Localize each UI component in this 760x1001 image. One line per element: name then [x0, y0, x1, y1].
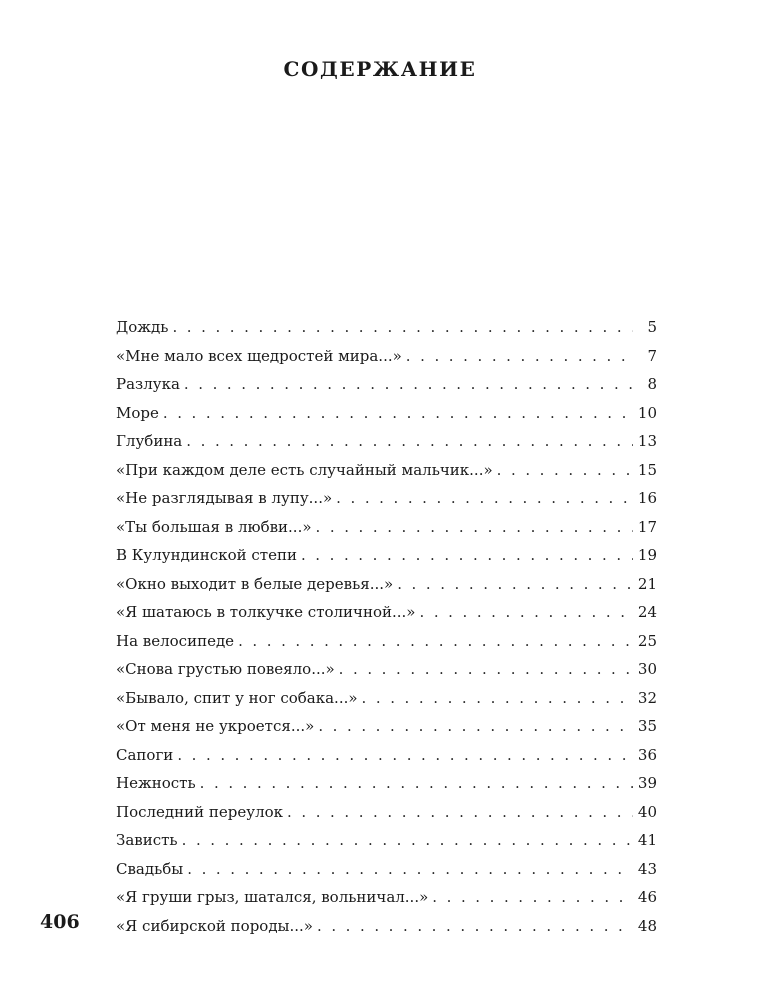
- toc-entry-page: 8: [647, 375, 657, 393]
- page-title: СОДЕРЖАНИЕ: [283, 57, 477, 82]
- toc-entry-title: Море: [116, 403, 159, 422]
- toc-entry-page: 16: [637, 489, 657, 507]
- dot-leader: [177, 741, 633, 770]
- toc-entry-page: 10: [637, 403, 657, 422]
- toc-entry-page: 40: [637, 802, 657, 821]
- toc-entry: [116, 741, 657, 770]
- toc-entry: [116, 399, 657, 428]
- toc-entry: [116, 427, 657, 456]
- toc-entry-page: 32: [637, 688, 657, 707]
- toc-entry-page: 46: [637, 888, 657, 906]
- dot-leader: [336, 484, 633, 513]
- dot-leader: [238, 627, 633, 656]
- toc-entry-page: 36: [637, 745, 657, 764]
- toc-entry: [116, 655, 657, 684]
- toc-entry-page: 7: [647, 346, 657, 365]
- toc-entry: [116, 370, 657, 399]
- toc-entry: [116, 342, 657, 371]
- toc-entry-page: 13: [637, 432, 657, 450]
- toc-entry-page: 17: [637, 517, 657, 536]
- toc-entry-title: Дождь: [116, 318, 169, 336]
- dot-leader: [163, 399, 633, 428]
- toc-entry-title: «Я груши грыз, шатался, вольничал...»: [116, 888, 429, 906]
- toc-entry: [116, 798, 657, 827]
- toc-entry-title: «Бывало, спит у ног собака...»: [116, 688, 358, 707]
- dot-leader: [316, 513, 633, 542]
- toc-entry-title: Зависть: [116, 831, 178, 849]
- toc-entry-page: 43: [637, 859, 657, 878]
- toc-entry-title: «Снова грустью повеяло...»: [116, 660, 335, 678]
- toc-entry: [116, 912, 657, 941]
- toc-entry-page: 15: [637, 460, 657, 479]
- toc-entry: [116, 570, 657, 599]
- toc-entry-page: 48: [637, 916, 657, 935]
- dot-leader: [287, 798, 633, 827]
- toc-entry: [116, 484, 657, 513]
- toc-entry-page: 35: [637, 717, 657, 735]
- toc-entry-title: Разлука: [116, 375, 180, 393]
- dot-leader: [172, 313, 633, 342]
- toc-entry: [116, 598, 657, 627]
- toc-entry-page: 39: [637, 774, 657, 792]
- toc-entry-page: 30: [637, 660, 657, 678]
- dot-leader: [200, 769, 633, 798]
- toc-entry: [116, 883, 657, 912]
- toc-entry: [116, 513, 657, 542]
- dot-leader: [339, 655, 633, 684]
- toc-entry-page: 25: [637, 631, 657, 650]
- page-number: 406: [40, 911, 80, 933]
- toc-entry-title: «Не разглядывая в лупу...»: [116, 489, 333, 507]
- toc-entry-title: «От меня не укроется...»: [116, 717, 315, 735]
- toc-entry-title: На велосипеде: [116, 631, 235, 650]
- dot-leader: [497, 456, 633, 485]
- toc-entry-title: Свадьбы: [116, 859, 184, 878]
- dot-leader: [397, 570, 633, 599]
- toc-entry-page: 24: [637, 603, 657, 621]
- toc-entry-page: 5: [647, 318, 657, 336]
- toc-entry-title: Сапоги: [116, 745, 174, 764]
- toc-entry: [116, 684, 657, 713]
- toc-entry-title: «Мне мало всех щедростей мира...»: [116, 346, 402, 365]
- toc-entry: [116, 541, 657, 570]
- dot-leader: [419, 598, 633, 627]
- dot-leader: [182, 826, 633, 855]
- toc-entry-page: 21: [637, 574, 657, 593]
- dot-leader: [301, 541, 633, 570]
- dot-leader: [406, 342, 633, 371]
- toc-entry: [116, 855, 657, 884]
- toc-entry: [116, 456, 657, 485]
- toc-entry: [116, 712, 657, 741]
- dot-leader: [317, 912, 633, 941]
- dot-leader: [186, 427, 633, 456]
- toc-entry-title: Нежность: [116, 774, 196, 792]
- dot-leader: [432, 883, 633, 912]
- toc-entry-page: 41: [637, 831, 657, 849]
- toc-entry: [116, 627, 657, 656]
- toc-entry: [116, 313, 657, 342]
- toc-entry-title: «При каждом деле есть случайный мальчик...»: [116, 460, 493, 479]
- dot-leader: [362, 684, 633, 713]
- dot-leader: [184, 370, 633, 399]
- dot-leader: [187, 855, 633, 884]
- table-of-contents: [116, 313, 657, 940]
- toc-entry-title: «Окно выходит в белые деревья...»: [116, 574, 394, 593]
- toc-entry-title: Последний переулок: [116, 802, 284, 821]
- toc-entry-title: «Ты большая в любви...»: [116, 517, 312, 536]
- toc-entry-page: 19: [637, 546, 657, 564]
- dot-leader: [318, 712, 633, 741]
- toc-entry-title: «Я шатаюсь в толкучке столичной...»: [116, 603, 416, 621]
- toc-entry-title: В Кулундинской степи: [116, 546, 297, 564]
- toc-entry-title: «Я сибирской породы...»: [116, 916, 313, 935]
- toc-entry-title: Глубина: [116, 432, 183, 450]
- toc-entry: [116, 769, 657, 798]
- toc-entry: [116, 826, 657, 855]
